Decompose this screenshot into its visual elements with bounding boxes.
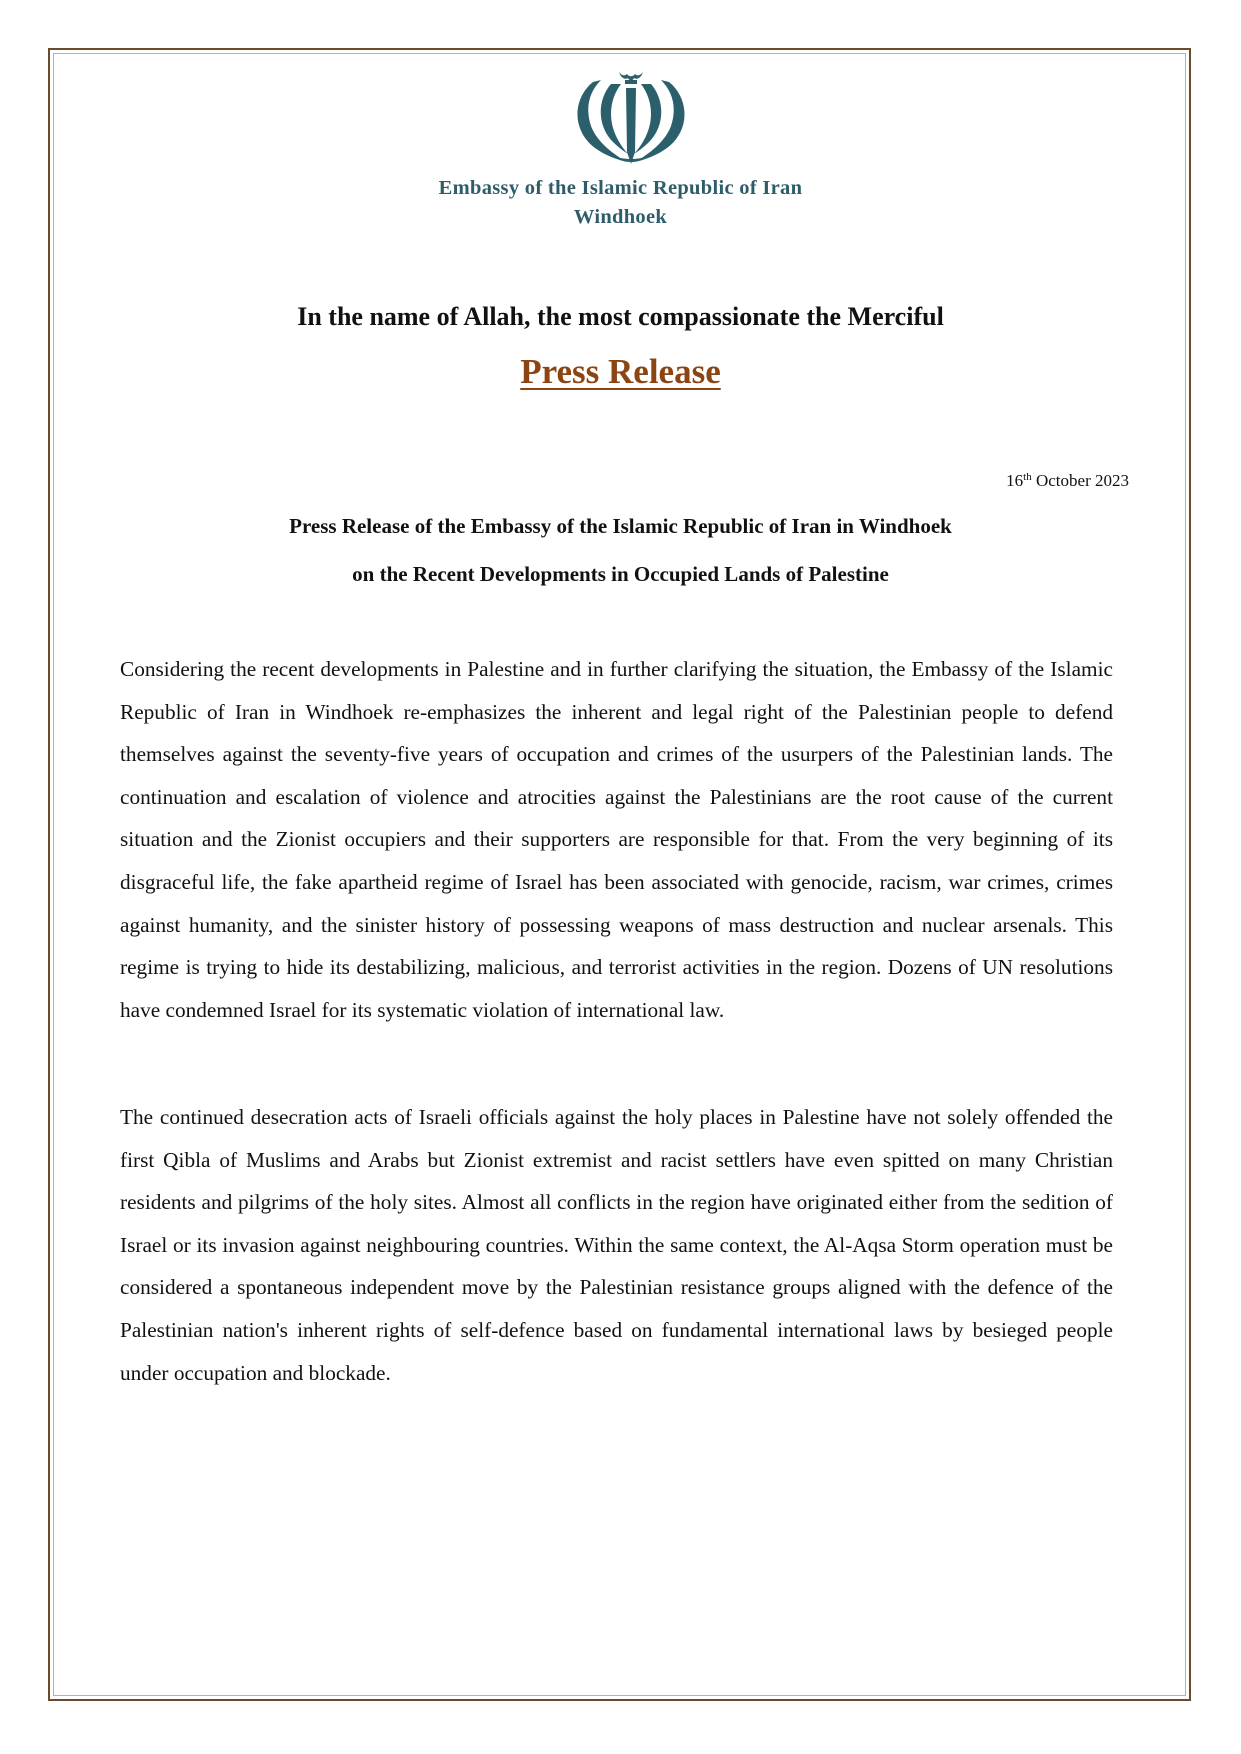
paragraph-text: Considering the recent developments in Palestine and in further clarifying the situation, the Embassy of the Islamic Republic of Iran in Windhoek re-emphasizes the inherent and legal right of the Palestinian people to defend themselves against the seventy-five years of occupation and crimes of the usurpers of the Palestinian lands. The continuation and escalation of violence and atrocities against the Palestinians are the root cause of the current situation and the Zionist occupiers and their supporters are responsible for that. From the very beginning of its disgraceful life, the fake apartheid regime of Israel has been associated with genocide, racism, war crimes, crimes against humanity, and the sinister history of possessing weapons of mass destruction and nuclear arsenals. This regime is trying to hide its destabilizing, malicious, and terrorist activities in the region. Dozens of UN resolutions have condemned Israel for its systematic violation of international law. (120, 657, 1113, 1022)
subtitle-line-2: on the Recent Developments in Occupied Lands of Palestine (352, 562, 889, 586)
subtitle-line-1: Press Release of the Embassy of the Islamic Republic of Iran in Windhoek (289, 514, 952, 538)
date-day: 16 (1006, 471, 1024, 490)
iran-emblem-icon (573, 68, 689, 166)
body-paragraph-2 (120, 1096, 1113, 1394)
date-suffix: th (1023, 471, 1032, 483)
document-type-label: Press Release (520, 352, 721, 391)
release-date (1006, 471, 1129, 491)
embassy-city: Windhoek (573, 206, 668, 228)
document-type-heading (0, 352, 1241, 392)
body-paragraph-1 (120, 648, 1113, 1031)
embassy-name: Embassy of the Islamic Republic of Iran (438, 177, 803, 199)
invocation-heading: In the name of Allah, the most compassionate the Merciful (297, 302, 944, 331)
date-month-year: October 2023 (1035, 471, 1129, 490)
paragraph-text: The continued desecration acts of Israeli officials against the holy places in Palestine have not solely offended the first Qibla of Muslims and Arabs but Zionist extremist and racist settlers have even spitted on many Christian residents and pilgrims of the holy sites. Almost all conflicts in the region have originated either from the sedition of Israel or its invasion against neighbouring countries. Within the same context, the Al-Aqsa Storm operation must be considered a spontaneous independent move by the Palestinian resistance groups aligned with the defence of the Palestinian nation's inherent rights of self-defence based on fundamental international laws by besieged people under occupation and blockade. (120, 1105, 1113, 1385)
